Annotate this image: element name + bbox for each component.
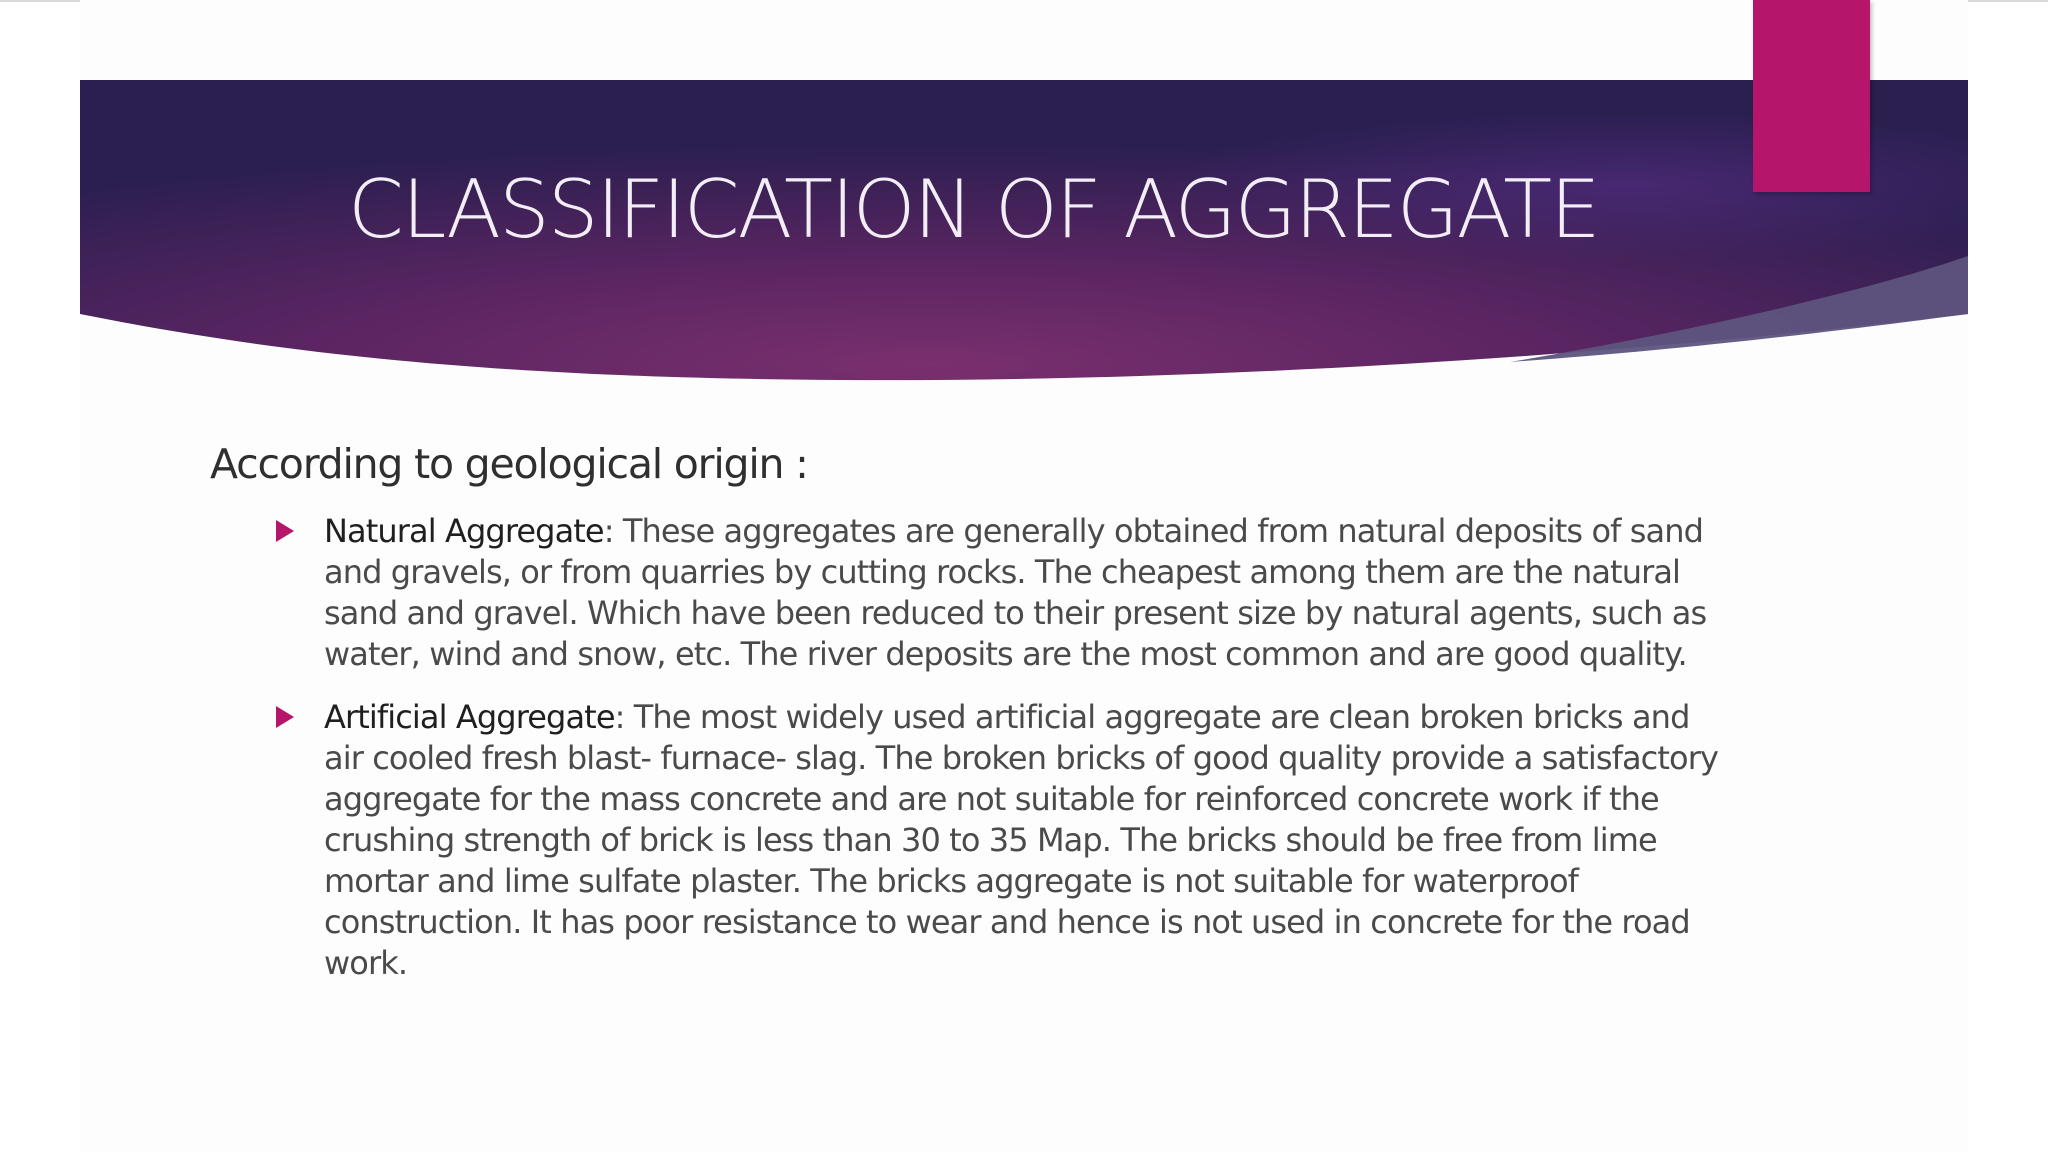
slide-title: CLASSIFICATION OF AGGREGATE	[348, 163, 1599, 256]
triangle-right-icon	[276, 520, 294, 542]
accent-tab	[1753, 0, 1870, 192]
slide-subheading: According to geological origin :	[210, 440, 808, 488]
bullet-text: : The most widely used artificial aggregate are clean broken bricks and air cooled fresh blast- furnace- slag. The broken bricks of good quality provide a satisfactory aggregate for the mass concrete and are not suitable for reinforced concrete work if the crushing strength of brick is less than 30 to 35 Map. The bricks should be free from lime mortar and lime sulfate plaster. The bricks aggregate is not suitable for waterproof construction. It has poor resistance to wear and hence is not used in concrete for the road work.	[324, 698, 1718, 983]
slide-body	[210, 440, 1770, 1006]
bullet-list	[210, 511, 1770, 984]
bullet-term: Artificial Aggregate	[324, 698, 615, 737]
slide	[80, 0, 1968, 1152]
triangle-right-icon	[276, 706, 294, 728]
bullet-term: Natural Aggregate	[324, 512, 604, 551]
bullet-item	[276, 511, 1719, 675]
bullet-text: : These aggregates are generally obtained from natural deposits of sand and gravels, or from quarries by cutting rocks. The cheapest among them are the natural sand and gravel. Which have been reduced to their present size by natural agents, such as water, wind and snow, etc. The river deposits are the most common and are good quality.	[324, 512, 1707, 674]
bullet-item	[276, 697, 1719, 984]
